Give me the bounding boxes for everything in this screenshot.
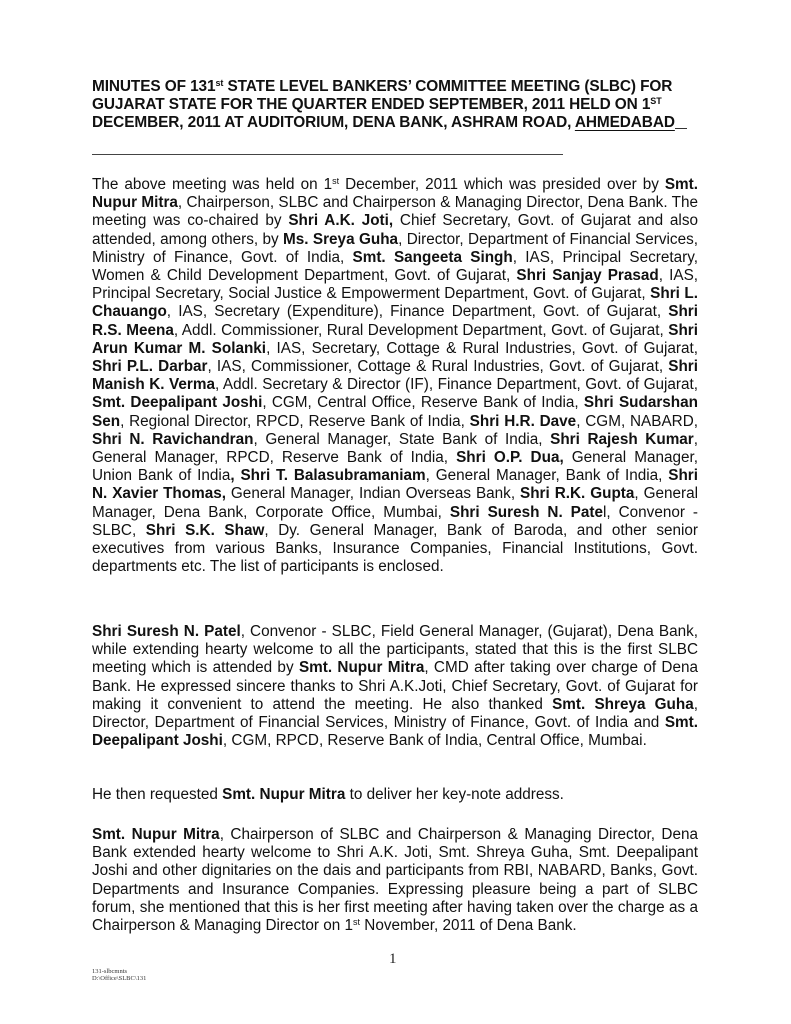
text: , General Manager, RPCD, Reserve Bank of India, — [92, 430, 699, 467]
attendee-name: Shri L. Chauango — [92, 285, 698, 321]
text: General Manager, Indian Overseas Bank, — [225, 485, 521, 503]
paragraph-chairperson-address — [92, 826, 698, 935]
speaker-name: Shri Suresh N. Patel — [92, 623, 241, 640]
attendee-name: Smt. Sangeeta Singh — [352, 248, 513, 266]
title-location-underlined: AHMEDABAD — [574, 114, 675, 131]
attendee-name: Ms. Sreya Guha — [283, 230, 399, 248]
text: , Addl. Secretary & Director (IF), Finance Department, Govt. of Gujarat, — [214, 376, 699, 394]
attendee-name: Shri Sanjay Prasad — [516, 267, 659, 285]
title-text: DECEMBER, 2011 AT AUDITORIUM, DENA BANK, ASHRAM ROAD, — [92, 114, 575, 131]
text: , Chairperson, SLBC and Chairperson & Managing Director, Dena Bank. The meeting was co-chaired by — [92, 194, 698, 230]
title-line-3 — [92, 114, 698, 132]
attendee-name: Shri Suresh N. Pate — [449, 503, 603, 521]
text: , Director, Department of Financial Services, Ministry of Finance, Govt. of India and — [92, 695, 698, 732]
speaker-name: Smt. Nupur Mitra — [92, 826, 220, 843]
attendee-name: Shri O.P. Dua, — [456, 449, 564, 467]
text: , IAS, Principal Secretary, Social Justice & Empowerment Department, Govt. of Gujarat, — [92, 267, 699, 303]
text: , Convenor - SLBC, Field General Manager, (Gujarat), Dena Bank, while extending hearty welcome to all the participants, stated that this is the first SLBC meeting which is attended by — [92, 623, 698, 677]
attendee-name: Shri S.K. Shaw — [145, 521, 265, 539]
text: The above meeting was held on 1 — [92, 176, 333, 193]
text: , General Manager, Bank of India, — [425, 467, 669, 485]
attendee-name: Smt. Deepalipant Joshi — [92, 394, 263, 412]
ordinal-suffix: ST — [650, 96, 662, 106]
attendee-name: Shri N. Xavier Thomas, — [92, 467, 699, 503]
text: , Regional Director, RPCD, Reserve Bank of India, — [120, 412, 470, 430]
attendee-name: Smt. Deepalipant Joshi — [92, 714, 698, 750]
text: , Dy. General Manager, Bank of Baroda, and other senior executives from various Banks, Insurance Companies, Financial Institutions, Govt. departments etc. The list of participants is enclosed. — [92, 521, 698, 576]
text: , General Manager, State Bank of India, — [253, 430, 551, 448]
paragraph-keynote-request — [92, 786, 698, 804]
text: , IAS, Principal Secretary, Women & Child Development Department, Govt. of Gujarat, — [92, 248, 698, 285]
attendee-name: Shri A.K. Joti, — [288, 212, 394, 230]
text: He then requested — [92, 786, 223, 803]
page-number: 1 — [389, 951, 397, 967]
text: , CGM, RPCD, Reserve Bank of India, Central Office, Mumbai. — [222, 732, 647, 750]
footer-filepath: D:\Office\SLBC\131 — [92, 975, 147, 982]
attendee-name: Smt. Shreya Guha — [552, 695, 694, 713]
document-title — [92, 78, 698, 132]
title-separator-rule — [92, 154, 563, 155]
attendee-name: Shri Sudarshan Sen — [92, 394, 698, 430]
text: , IAS, Secretary (Expenditure), Finance Department, Govt. of Gujarat, — [166, 303, 669, 321]
ordinal-suffix: st — [332, 176, 340, 186]
attendee-name: Shri H.R. Dave — [469, 412, 577, 430]
text: General Manager, Union Bank of India — [92, 449, 698, 485]
document-page — [92, 78, 698, 132]
attendee-name: Shri Arun Kumar M. Solanki — [92, 321, 699, 357]
paragraph-attendance — [92, 176, 698, 576]
title-text: GUJARAT STATE FOR THE QUARTER ENDED SEPTEMBER, 2011 HELD ON 1 — [92, 96, 651, 113]
text: , Chairperson of SLBC and Chairperson & Managing Director, Dena Bank extended hearty welcome to Shri A.K. Joti, Smt. Shreya Guha, Smt. Deepalipant Joshi and other dignitaries on the dais and participants from RBI, NABARD, Banks, Govt. Departments and Insurance Companies. Expressing pleasure being a part of SLBC forum, she mentioned that this is her first meeting after having taken over the charge as a Chairperson & Managing Director on 1 — [92, 826, 698, 935]
attendee-name: Shri R.K. Gupta — [520, 485, 635, 503]
attendee-name: Shri P.L. Darbar — [92, 358, 208, 376]
attendee-name: , Shri T. Balasubramaniam — [230, 467, 426, 485]
attendee-name: Smt. Nupur Mitra — [298, 659, 425, 677]
paragraph-convenor-welcome — [92, 623, 698, 750]
text: , CMD after taking over charge of Dena Bank. He expressed sincere thanks to Shri A.K.Joti, Chief Secretary, Govt. of Gujarat for making it convenient to attend the meeting. He also thanked — [92, 659, 699, 713]
text: , CGM, NABARD, — [576, 412, 698, 430]
attendee-name: Shri Rajesh Kumar — [550, 430, 694, 448]
attendee-name: Shri N. Ravichandran — [92, 430, 254, 448]
ordinal-suffix: st — [215, 78, 224, 88]
ordinal-suffix: st — [353, 917, 361, 928]
text: , Director, Department of Financial Services, Ministry of Finance, Govt. of India, — [92, 230, 698, 266]
text: , IAS, Secretary, Cottage & Rural Industries, Govt. of Gujarat, — [266, 339, 698, 357]
attendee-name: Shri R.S. Meena — [92, 303, 698, 339]
title-text: MINUTES OF 131 — [92, 78, 216, 95]
text: , CGM, Central Office, Reserve Bank of India, — [262, 394, 584, 412]
attendee-name: Smt. Nupur Mitra — [92, 176, 699, 212]
title-text: STATE LEVEL BANKERS’ COMMITTEE MEETING (SLBC) FOR — [223, 78, 673, 95]
text: Chief Secretary, Govt. of Gujarat and also attended, among others, by — [92, 212, 698, 248]
attendee-name: Smt. Nupur Mitra — [222, 786, 346, 803]
attendee-name: Shri Manish K. Verma — [92, 358, 698, 394]
text: November, 2011 of Dena Bank. — [360, 917, 577, 935]
text: to deliver her key-note address. — [345, 786, 564, 803]
text: December, 2011 which was presided over by — [339, 176, 665, 193]
text: l, Convenor - SLBC, — [92, 503, 699, 539]
underline-tail — [675, 114, 687, 129]
file-path-footer — [92, 968, 146, 982]
footer-filename: 131-slbcmnts — [92, 968, 128, 975]
text: , General Manager, Dena Bank, Corporate Office, Mumbai, — [92, 485, 699, 521]
text: , Addl. Commissioner, Rural Development Department, Govt. of Gujarat, — [173, 321, 669, 339]
title-line-1 — [92, 78, 698, 96]
title-line-2 — [92, 96, 698, 114]
text: , IAS, Commissioner, Cottage & Rural Industries, Govt. of Gujarat, — [207, 358, 669, 376]
